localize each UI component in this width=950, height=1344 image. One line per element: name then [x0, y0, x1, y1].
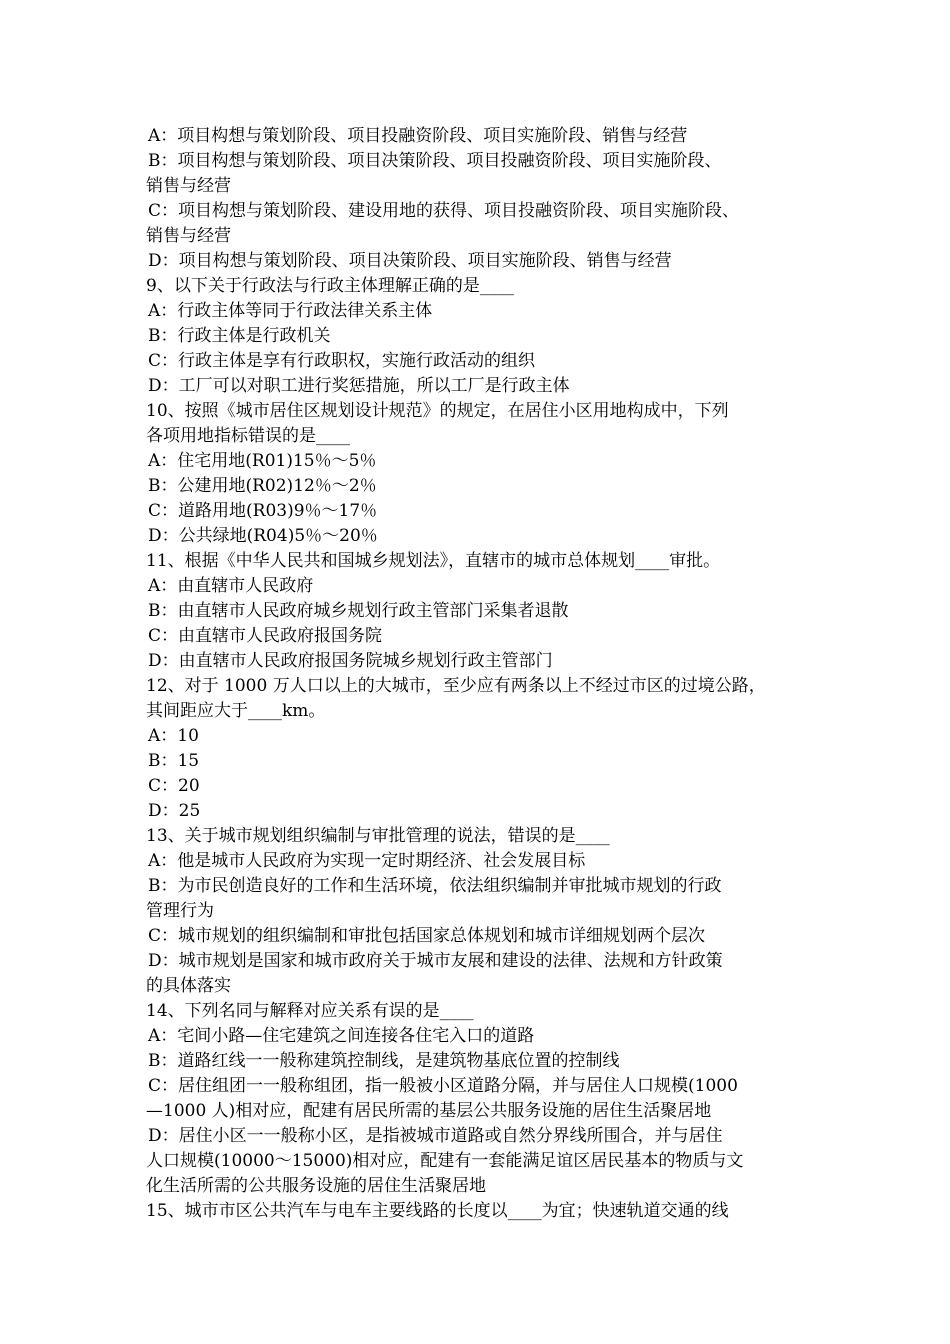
- option-line: B：由直辖市人民政府城乡规划行政主管部门采集者退散: [148, 601, 569, 621]
- continuation-line: 销售与经营: [146, 226, 231, 246]
- continuation-line: 其间距应大于____km。: [146, 701, 326, 721]
- option-line: A：项目构想与策划阶段、项目投融资阶段、项目实施阶段、销售与经营: [148, 126, 688, 146]
- option-line: B：为市民创造良好的工作和生活环境，依法组织编制并审批城市规划的行政: [148, 876, 722, 896]
- option-line: C：项目构想与策划阶段、建设用地的获得、项目投融资阶段、项目实施阶段、: [148, 201, 740, 221]
- option-line: A：住宅用地(R01)15％～5％: [148, 451, 377, 471]
- option-line: D：工厂可以对职工进行奖惩措施，所以工厂是行政主体: [148, 376, 570, 396]
- option-line: A：由直辖市人民政府: [148, 576, 314, 596]
- question-line: 9、以下关于行政法与行政主体理解正确的是____: [146, 276, 514, 296]
- option-line: D：25: [148, 801, 201, 821]
- option-line: D：项目构想与策划阶段、项目决策阶段、项目实施阶段、销售与经营: [148, 251, 672, 271]
- option-line: D：城市规划是国家和城市政府关于城市友展和建设的法律、法规和方针政策: [148, 951, 723, 971]
- document-body: [146, 124, 822, 1224]
- option-line: B：道路红线一一般称建筑控制线，是建筑物基底位置的控制线: [148, 1051, 620, 1071]
- continuation-line: 各项用地指标错误的是____: [146, 426, 350, 446]
- option-line: D：公共绿地(R04)5％～20％: [148, 526, 378, 546]
- option-line: A：行政主体等同于行政法律关系主体: [148, 301, 433, 321]
- option-line: A：他是城市人民政府为实现一定时期经济、社会发展目标: [148, 851, 586, 871]
- option-line: C：道路用地(R03)9％～17％: [148, 501, 378, 521]
- question-line: 15、城市市区公共汽车与电车主要线路的长度以____为宜；快速轨道交通的线: [146, 1201, 729, 1221]
- option-line: C：20: [148, 776, 200, 796]
- option-line: A：宅间小路—住宅建筑之间连接各住宅入口的道路: [148, 1026, 535, 1046]
- option-line: C：城市规划的组织编制和审批包括国家总体规划和城市详细规划两个层次: [148, 926, 706, 946]
- question-line: 12、对于 1000 万人口以上的大城市，至少应有两条以上不经过市区的过境公路，: [146, 676, 766, 696]
- continuation-line: 人口规模(10000～15000)相对应，配建有一套能满足谊区居民基本的物质与文: [146, 1151, 744, 1171]
- option-line: B：行政主体是行政机关: [148, 326, 331, 346]
- continuation-line: 管理行为: [146, 901, 214, 921]
- option-line: C：居住组团一一般称组团，指一般被小区道路分隔，并与居住人口规模(1000: [148, 1076, 738, 1096]
- question-line: 13、关于城市规划组织编制与审批管理的说法，错误的是____: [146, 826, 610, 846]
- option-line: B：项目构想与策划阶段、项目决策阶段、项目投融资阶段、项目实施阶段、: [148, 151, 722, 171]
- continuation-line: 化生活所需的公共服务设施的居住生活聚居地: [146, 1176, 486, 1196]
- continuation-line: 销售与经营: [146, 176, 231, 196]
- question-line: 14、下列名同与解释对应关系有误的是____: [146, 1001, 474, 1021]
- continuation-line: —1000 人)相对应，配建有居民所需的基层公共服务设施的居住生活聚居地: [146, 1101, 712, 1121]
- option-line: B：公建用地(R02)12％～2％: [148, 476, 377, 496]
- question-line: 10、按照《城市居住区规划设计规范》的规定，在居住小区用地构成中，下列: [146, 401, 729, 421]
- option-line: D：由直辖市人民政府报国务院城乡规划行政主管部门: [148, 651, 553, 671]
- option-line: C：由直辖市人民政府报国务院: [148, 626, 383, 646]
- option-line: A：10: [148, 726, 199, 746]
- continuation-line: 的具体落实: [146, 976, 231, 996]
- option-line: D：居住小区一一般称小区，是指被城市道路或自然分界线所围合，并与居住: [148, 1126, 723, 1146]
- question-line: 11、根据《中华人民共和国城乡规划法》，直辖市的城市总体规划____审批。: [146, 551, 721, 571]
- option-line: B：15: [148, 751, 200, 771]
- option-line: C：行政主体是享有行政职权，实施行政活动的组织: [148, 351, 536, 371]
